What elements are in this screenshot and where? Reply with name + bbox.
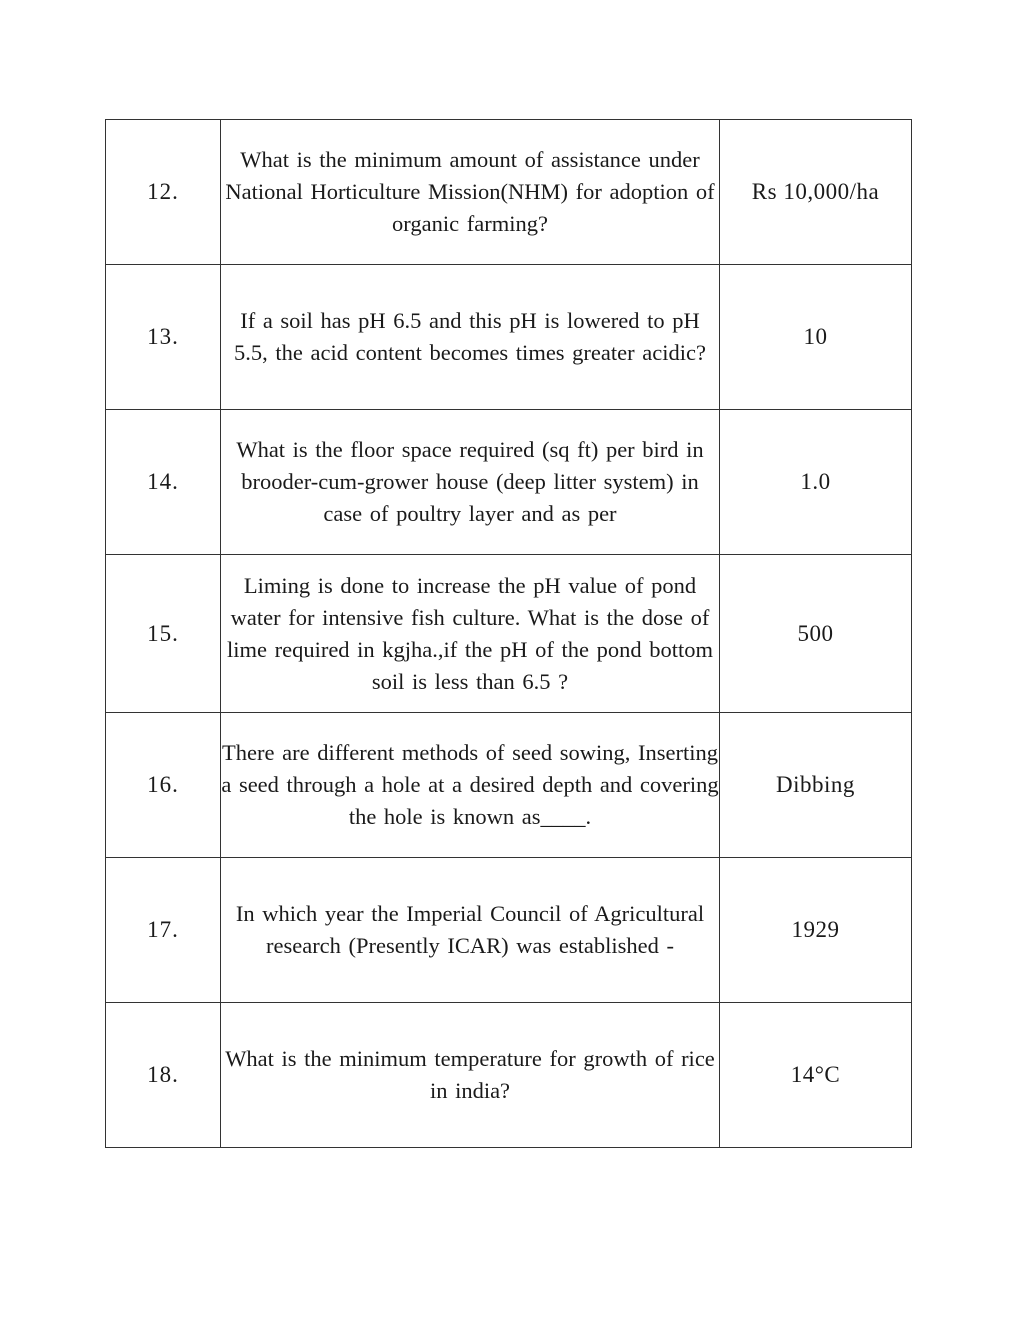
question-text: What is the floor space required (sq ft) per bird in brooder-cum-grower house (deep litter system) in case of poultry layer and as per [221,410,720,555]
answer-text: Rs 10,000/ha [720,120,912,265]
table-row [106,713,912,858]
table-row [106,1003,912,1148]
question-number: 13. [106,265,221,410]
table-row [106,555,912,713]
question-number: 18. [106,1003,221,1148]
question-text: If a soil has pH 6.5 and this pH is lowered to pH 5.5, the acid content becomes times greater acidic? [221,265,720,410]
answer-text: Dibbing [720,713,912,858]
question-text: There are different methods of seed sowing, Inserting a seed through a hole at a desired depth and covering the hole is known as____. [221,713,720,858]
question-number: 12. [106,120,221,265]
answer-text: 500 [720,555,912,713]
table-row [106,120,912,265]
question-text: What is the minimum temperature for growth of rice in india? [221,1003,720,1148]
table-row [106,858,912,1003]
answer-text: 1929 [720,858,912,1003]
question-text: Liming is done to increase the pH value of pond water for intensive fish culture. What is the dose of lime required in kgjha.,if the pH of the pond bottom soil is less than 6.5 ? [221,555,720,713]
table-row [106,410,912,555]
answer-text: 14°C [720,1003,912,1148]
answer-text: 10 [720,265,912,410]
question-number: 17. [106,858,221,1003]
answer-text: 1.0 [720,410,912,555]
question-number: 14. [106,410,221,555]
question-text: What is the minimum amount of assistance under National Horticulture Mission(NHM) for adoption of organic farming? [221,120,720,265]
table-row [106,265,912,410]
question-number: 15. [106,555,221,713]
question-answer-table [105,119,912,1148]
question-text: In which year the Imperial Council of Agricultural research (Presently ICAR) was established - [221,858,720,1003]
question-number: 16. [106,713,221,858]
